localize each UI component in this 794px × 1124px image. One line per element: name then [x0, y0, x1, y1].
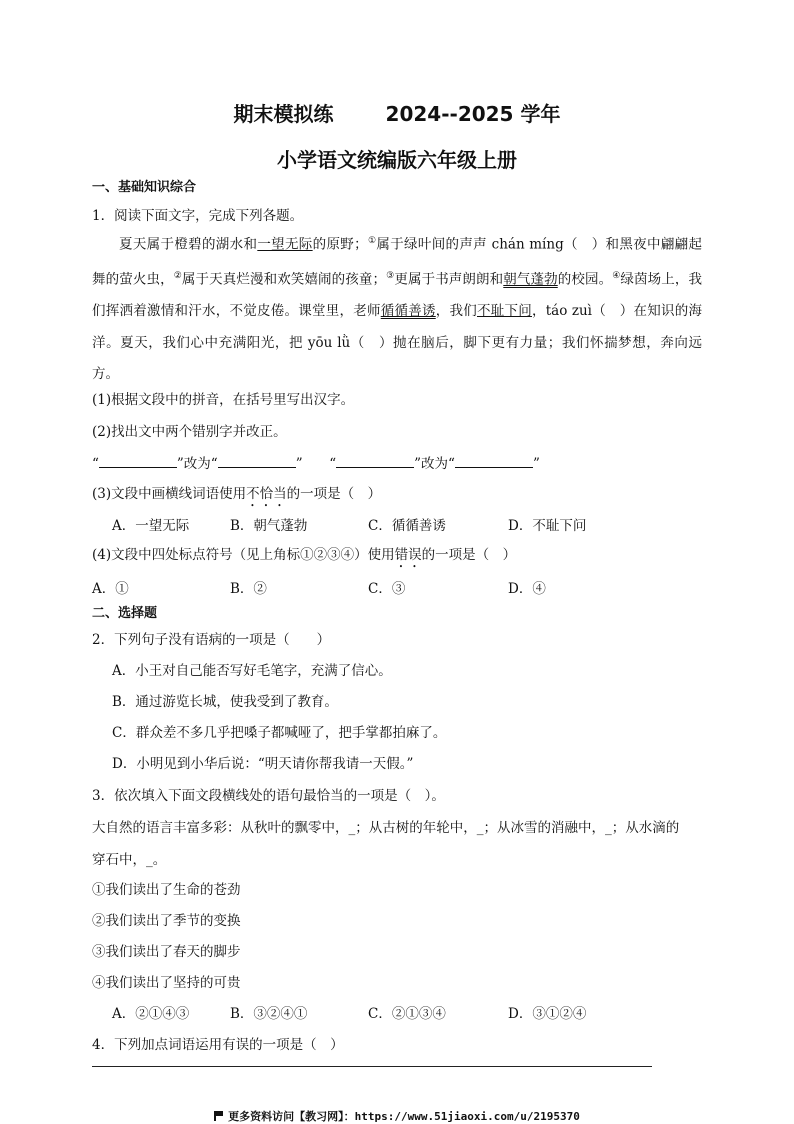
q3-item-2: ②我们读出了季节的变换	[92, 913, 241, 929]
q3-option-a[interactable]: A．②①④③	[112, 1006, 190, 1022]
question-1-passage: 夏天属于橙碧的湖水和一望无际的原野；①属于绿叶间的声声 chán míng（ ）和黑夜中翩翩起舞的萤火虫，②属于天真烂漫和欢笑嬉闹的孩童；③更属于书声朗朗和朝气蓬勃的校园。④绿茵场上，我们挥洒着激情和汗水，不觉皮倦。课堂里，老师循循善诱，我们不耻下问，táo zuì（ ）在知识的海洋。夏天，我们心中充满阳光，把 yōu lǜ（ ）抛在脑后，脚下更有力量；我们怀揣梦想，奔向远方。	[92, 236, 703, 382]
flag-icon	[214, 1111, 224, 1121]
q2-option-c[interactable]: C．群众差不多几乎把嗓子都喊哑了，把手掌都拍麻了。	[112, 725, 447, 741]
question-3-text-line-2: 穿石中，_。	[92, 852, 167, 868]
title-left: 期末模拟练	[233, 102, 334, 126]
sub-question-1: (1)根据文段中的拼音，在括号里写出汉字。	[92, 392, 355, 408]
section-heading-1: 一、基础知识综合	[92, 180, 197, 195]
sub-question-4: (4)文段中四处标点符号（见上角标①②③④）使用错误的一项是（ ）	[92, 547, 517, 563]
q1-4-option-a[interactable]: A．①	[92, 581, 129, 597]
marker-4: ④	[612, 271, 621, 281]
blank-wrong-2[interactable]	[336, 455, 414, 468]
marker-2: ②	[173, 271, 182, 281]
q1-4-option-c[interactable]: C．③	[368, 581, 406, 597]
question-2-stem: 2．下列句子没有语病的一项是（ ）	[92, 632, 331, 648]
q3-item-4: ④我们读出了坚持的可贵	[92, 975, 241, 991]
q3-option-c[interactable]: C．②①③④	[368, 1006, 446, 1022]
q3-option-d[interactable]: D．③①②④	[508, 1006, 587, 1022]
q1-3-option-b[interactable]: B．朝气蓬勃	[230, 518, 308, 534]
sub-question-3: (3)文段中画横线词语使用不恰当的一项是（ ）	[92, 486, 382, 502]
q1-4-option-d[interactable]: D．④	[508, 581, 546, 597]
q1-4-option-b[interactable]: B．②	[230, 581, 267, 597]
footer-link[interactable]: 更多资料访问【教习网】：https://www.51jiaoxi.com/u/2195370	[0, 1108, 794, 1124]
marker-3: ③	[386, 271, 395, 281]
page-title	[0, 98, 794, 127]
blank-correct-2[interactable]	[455, 455, 533, 468]
question-4-stem: 4．下列加点词语运用有误的一项是（ ）	[92, 1037, 344, 1053]
blank-correct-1[interactable]	[218, 455, 296, 468]
question-3-stem: 3．依次填入下面文段横线处的语句最恰当的一项是（ ）。	[92, 788, 445, 804]
correction-blanks: “ ”改为“ ” “ ”改为“ ”	[92, 456, 540, 472]
q3-option-b[interactable]: B．③②④①	[230, 1006, 308, 1022]
q1-3-option-d[interactable]: D．不耻下问	[508, 518, 587, 534]
underlined-phrase-4: 不耻下问	[476, 303, 532, 319]
section-heading-2: 二、选择题	[92, 606, 158, 621]
underlined-phrase-3: 循循善诱	[380, 303, 436, 319]
q1-3-option-c[interactable]: C．循循善诱	[368, 518, 446, 534]
sub-question-2: (2)找出文中两个错别字并改正。	[92, 424, 287, 440]
title-right: 2024--2025 学年	[385, 102, 561, 126]
q3-item-3: ③我们读出了春天的脚步	[92, 944, 241, 960]
question-1-stem: 1．阅读下面文字，完成下列各题。	[92, 208, 304, 224]
blank-wrong-1[interactable]	[99, 455, 177, 468]
marker-1: ①	[367, 236, 377, 246]
question-3-text-line-1: 大自然的语言丰富多彩：从秋叶的飘零中，_；从古树的年轮中，_；从冰雪的消融中，_；从水滴的	[92, 820, 680, 836]
underlined-phrase-1: 一望无际	[257, 236, 313, 253]
q2-option-d[interactable]: D．小明见到小华后说：“明天请你帮我请一天假。”	[112, 756, 414, 772]
footer-divider	[92, 1066, 652, 1067]
q2-option-a[interactable]: A．小王对自己能否写好毛笔字，充满了信心。	[112, 663, 392, 679]
underlined-phrase-2: 朝气蓬勃	[503, 271, 558, 288]
q1-3-option-a[interactable]: A．一望无际	[112, 518, 190, 534]
q2-option-b[interactable]: B．通过游览长城，使我受到了教育。	[112, 694, 338, 710]
page-subtitle: 小学语文统编版六年级上册	[277, 148, 517, 172]
q3-item-1: ①我们读出了生命的苍劲	[92, 882, 241, 898]
